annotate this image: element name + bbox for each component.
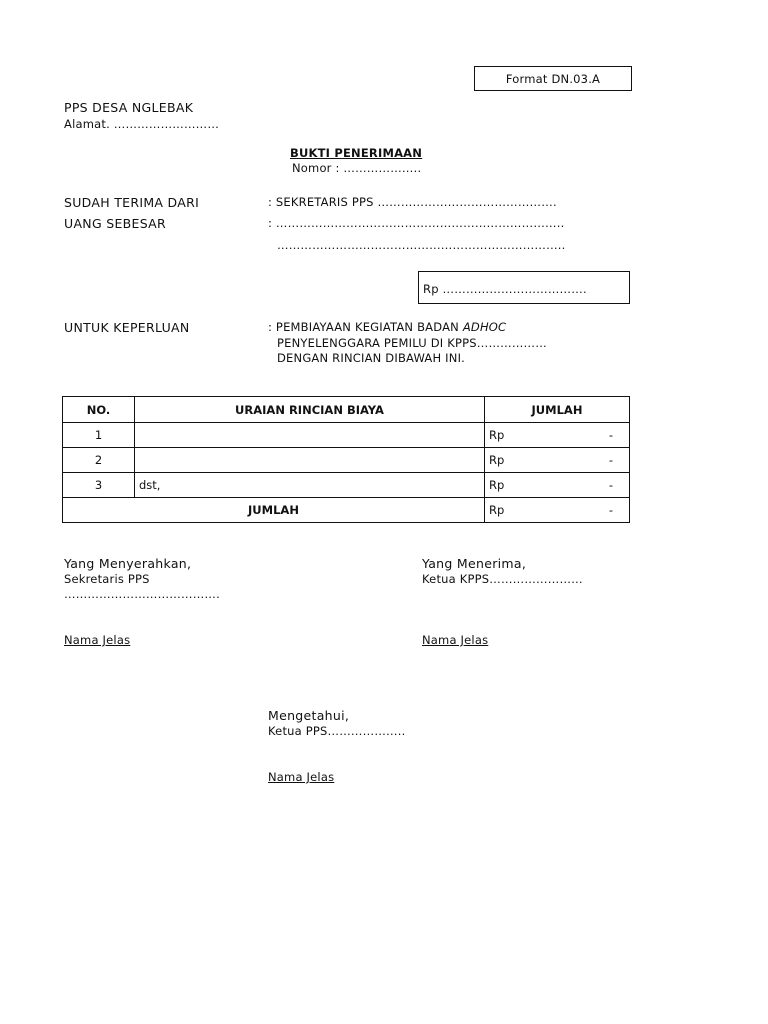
receiver-role: Ketua KPPS……………………	[422, 572, 583, 586]
receiver-heading: Yang Menerima,	[422, 556, 527, 571]
row-amount-dash: -	[608, 428, 613, 442]
format-label-box	[474, 66, 632, 91]
table-row	[63, 473, 630, 498]
approver-role: Ketua PPS………………..	[268, 724, 406, 738]
amount-rp-value: Rp ……………………………….	[423, 282, 587, 296]
row-description	[135, 448, 485, 473]
total-amount-dash: -	[608, 503, 613, 517]
total-amount-currency: Rp	[489, 503, 505, 517]
giver-role: Sekretaris PPS	[64, 572, 150, 586]
amount-rp-box	[418, 271, 630, 304]
row-amount-currency: Rp	[489, 428, 505, 442]
purpose-line-1-text: : PEMBIAYAAN KEGIATAN BADAN	[268, 320, 463, 334]
purpose-line-3: DENGAN RINCIAN DIBAWAH INI.	[277, 351, 466, 365]
table-row	[63, 448, 630, 473]
document-number: Nomor : ………………..	[292, 161, 422, 175]
header-no: NO.	[63, 397, 135, 423]
total-amount	[485, 498, 630, 523]
amount-line-1: : ………………………………………………………………..	[268, 216, 565, 230]
receiver-name: Nama Jelas	[422, 633, 489, 647]
table-total-row	[63, 498, 630, 523]
row-no: 3	[63, 473, 135, 498]
row-no: 1	[63, 423, 135, 448]
amount-line-2: ………………………………………………………………..	[277, 238, 566, 252]
purpose-line-1-italic: ADHOC	[462, 320, 507, 334]
row-amount	[485, 473, 630, 498]
purpose-line-2: PENYELENGGARA PEMILU DI KPPS………………	[277, 336, 547, 350]
row-no: 2	[63, 448, 135, 473]
purpose-line-1	[268, 320, 506, 334]
giver-dots: ………………………………….	[64, 587, 220, 601]
row-amount-dash: -	[608, 453, 613, 467]
received-from-label: SUDAH TERIMA DARI	[64, 195, 200, 210]
header-amount: JUMLAH	[485, 397, 630, 423]
row-amount-currency: Rp	[489, 453, 505, 467]
approver-heading: Mengetahui,	[268, 708, 350, 723]
format-label: Format DN.03.A	[505, 71, 601, 86]
table-row	[63, 423, 630, 448]
approver-name: Nama Jelas	[268, 770, 335, 784]
row-amount	[485, 448, 630, 473]
row-description	[135, 423, 485, 448]
header-description: URAIAN RINCIAN BIAYA	[135, 397, 485, 423]
received-from-value: : SEKRETARIS PPS ……………………………………….	[268, 195, 557, 209]
row-amount	[485, 423, 630, 448]
giver-heading: Yang Menyerahkan,	[64, 556, 192, 571]
total-label: JUMLAH	[63, 498, 485, 523]
document-title: BUKTI PENERIMAAN	[290, 146, 423, 160]
org-address: Alamat. ………………………	[64, 117, 220, 131]
table-header-row	[63, 397, 630, 423]
org-name: PPS DESA NGLEBAK	[64, 100, 194, 115]
cost-breakdown-table	[62, 396, 630, 523]
purpose-label: UNTUK KEPERLUAN	[64, 320, 190, 335]
row-amount-currency: Rp	[489, 478, 505, 492]
row-amount-dash: -	[608, 478, 613, 492]
row-description: dst,	[135, 473, 485, 498]
giver-name: Nama Jelas	[64, 633, 131, 647]
amount-label: UANG SEBESAR	[64, 216, 167, 231]
